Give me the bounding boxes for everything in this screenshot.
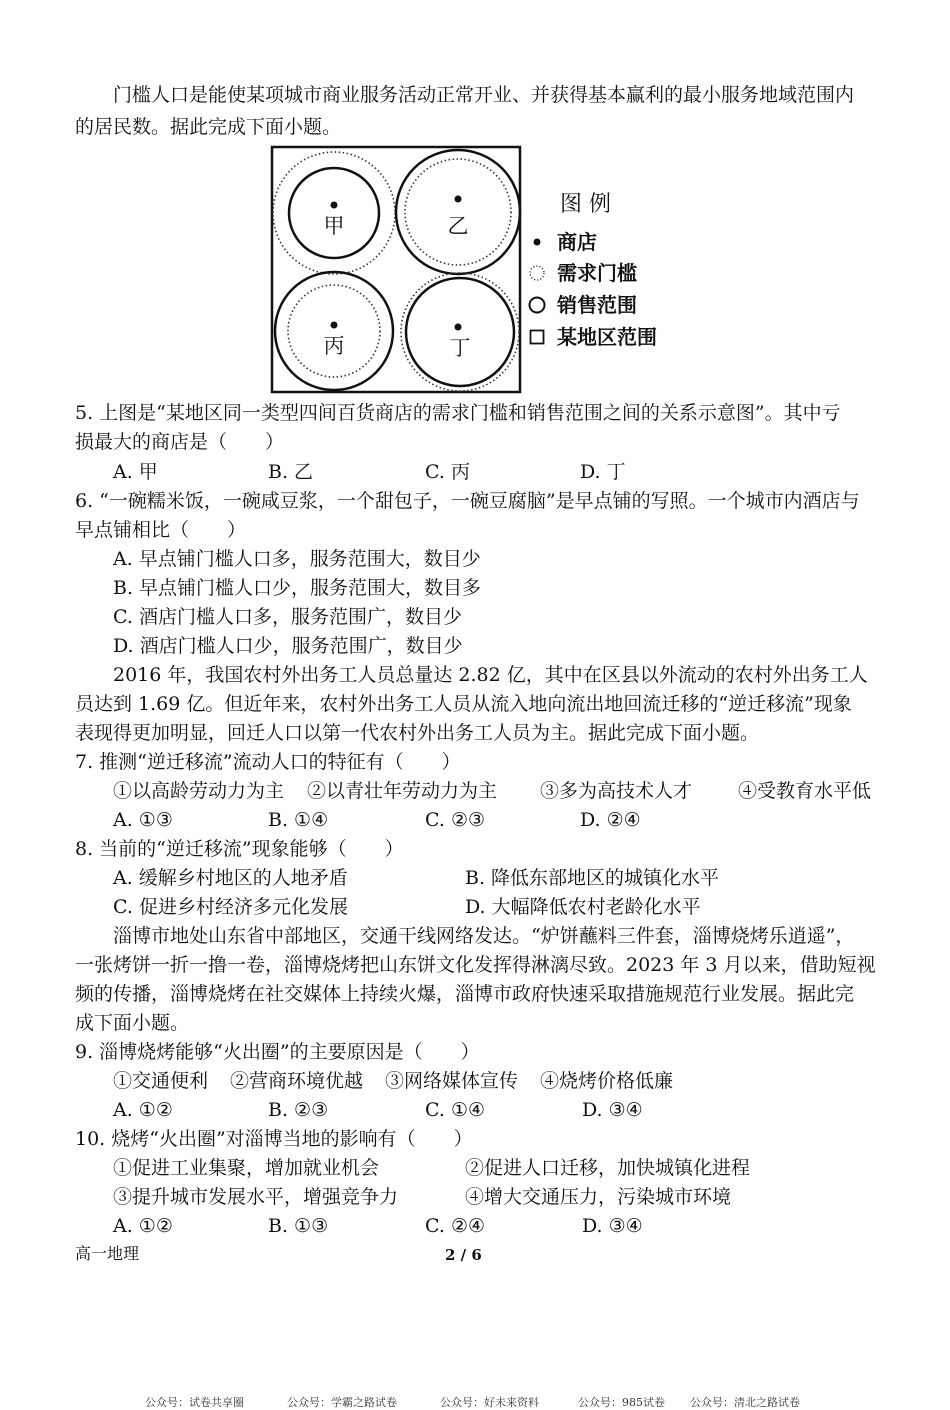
jia-store-dot [331, 202, 338, 209]
footer-subject: 高一地理 [75, 1244, 140, 1263]
q9-statement-2: ②营商环境优越 [230, 1070, 364, 1092]
q6-option-d: D. 酒店门槛人口少，服务范围广，数目少 [113, 635, 463, 657]
q5-stem-line-1: 5. 上图是“某地区同一类型四间百货商店的需求门槛和销售范围之间的关系示意图”。其中亏 [75, 402, 841, 424]
q5-option-d: D. 丁 [580, 461, 626, 483]
yi-store-dot [455, 196, 462, 203]
q9-statement-4: ④烧烤价格低廉 [540, 1070, 674, 1092]
q10-statement-4: ④增大交通压力，污染城市环境 [465, 1186, 732, 1208]
q10-statement-1: ①促进工业集聚，增加就业机会 [113, 1157, 380, 1179]
yi-demand-threshold [405, 159, 511, 265]
q9-statement-1: ①交通便利 [113, 1070, 209, 1092]
passage3-line-3: 频的传播，淄博烧烤在社交媒体上持续火爆，淄博市政府快速采取措施规范行业发展。据此完 [75, 983, 855, 1005]
q9-statement-3: ③网络媒体宣传 [385, 1070, 519, 1092]
passage3-line-4: 成下面小题。 [75, 1012, 190, 1034]
passage3-line-1: 淄博市地处山东省中部地区，交通干线网络发达。“炉饼蘸料三件套，淄博烧烤乐逍遥”， [113, 925, 855, 947]
q8-option-c: C. 促进乡村经济多元化发展 [113, 896, 348, 918]
q10-option-b: B. ①③ [268, 1215, 329, 1237]
passage3-line-2: 一张烤饼一折一撸一卷，淄博烧烤把山东饼文化发挥得淋漓尽致。2023 年 3 月以来，借助短视 [75, 954, 876, 976]
passage1-line-1: 门槛人口是能使某项城市商业服务活动正常开业、并获得基本赢利的最小服务地域范围内 [113, 84, 855, 106]
ding-demand-threshold [401, 273, 519, 391]
watermark-2: 公众号：学霸之路试卷 [287, 1396, 397, 1409]
threshold-diagram [262, 140, 712, 402]
watermark-1: 公众号：试卷共享圈 [145, 1396, 244, 1409]
watermark-4: 公众号：985试卷 [578, 1396, 665, 1409]
q6-option-b: B. 早点铺门槛人口少，服务范围大，数目多 [113, 577, 482, 599]
legend-title: 图 例 [560, 192, 611, 217]
yi-sales-range [396, 150, 520, 274]
legend-sales-label: 销售范围 [557, 293, 637, 317]
q5-stem-line-2: 损最大的商店是（ ） [75, 431, 285, 453]
legend-sales-icon [530, 298, 545, 313]
passage2-line-3: 表现得更加明显，回迁人口以第一代农村外出务工人员为主。据此完成下面小题。 [75, 722, 760, 744]
watermark-3: 公众号：好未来资料 [440, 1396, 539, 1409]
q8-option-a: A. 缓解乡村地区的人地矛盾 [113, 867, 348, 889]
bing-store-dot [331, 322, 338, 329]
ding-store-dot [455, 324, 462, 331]
q8-option-b: B. 降低东部地区的城镇化水平 [465, 867, 720, 889]
jia-label: 甲 [323, 214, 345, 238]
q8-option-d: D. 大幅降低农村老龄化水平 [465, 896, 701, 918]
q7-statement-1: ①以高龄劳动力为主 [113, 780, 285, 802]
q9-stem: 9. 淄博烧烤能够“火出圈”的主要原因是（ ） [75, 1041, 480, 1063]
bing-demand-threshold [288, 285, 380, 377]
q5-option-a: A. 甲 [113, 461, 158, 483]
ding-sales-range [406, 278, 514, 386]
passage2-line-2: 员达到 1.69 亿。但近年来，农村外出务工人员从流入地向流出地回流迁移的“逆迁移流”现象 [75, 693, 852, 715]
q10-stem: 10. 烧烤“火出圈”对淄博当地的影响有（ ） [75, 1128, 473, 1150]
legend-region-label: 某地区范围 [557, 325, 657, 349]
q9-option-a: A. ①② [113, 1099, 173, 1121]
passage2-line-1: 2016 年，我国农村外出务工人员总量达 2.82 亿，其中在区县以外流动的农村外出务工人 [113, 664, 868, 686]
q7-statement-3: ③多为高技术人才 [540, 780, 693, 802]
q10-statement-2: ②促进人口迁移，加快城镇化进程 [465, 1157, 751, 1179]
jia-demand-threshold [273, 152, 395, 274]
q7-option-b: B. ①④ [268, 809, 329, 831]
q5-option-b: B. 乙 [268, 461, 314, 483]
q7-statement-4: ④受教育水平低 [738, 780, 872, 802]
q7-option-a: A. ①③ [113, 809, 173, 831]
legend-threshold-label: 需求门槛 [557, 261, 637, 285]
q5-option-c: C. 丙 [425, 461, 470, 483]
q7-stem: 7. 推测“逆迁移流”流动人口的特征有（ ） [75, 751, 461, 773]
q7-option-d: D. ②④ [580, 809, 641, 831]
q9-option-b: B. ②③ [268, 1099, 329, 1121]
q10-option-c: C. ②④ [425, 1215, 486, 1237]
bing-sales-range [275, 272, 393, 390]
watermark-5: 公众号：清北之路试卷 [690, 1396, 800, 1409]
q10-option-d: D. ③④ [582, 1215, 643, 1237]
q6-option-a: A. 早点铺门槛人口多，服务范围大，数目少 [113, 548, 481, 570]
page-number: 2 / 6 [445, 1246, 482, 1264]
q6-stem-line-1: 6. “一碗糯米饭，一碗咸豆浆，一个甜包子，一碗豆腐脑”是早点铺的写照。一个城市内酒店与 [75, 490, 860, 512]
q7-option-c: C. ②③ [425, 809, 486, 831]
passage1-line-2: 的居民数。据此完成下面小题。 [75, 116, 342, 138]
jia-sales-range [289, 168, 379, 258]
q6-stem-line-2: 早点铺相比（ ） [75, 519, 247, 541]
ding-label: 丁 [449, 336, 471, 360]
q7-statement-2: ②以青壮年劳动力为主 [307, 780, 498, 802]
legend-store-icon [534, 239, 541, 246]
q8-stem: 8. 当前的“逆迁移流”现象能够（ ） [75, 838, 404, 860]
q9-option-c: C. ①④ [425, 1099, 486, 1121]
q10-statement-3: ③提升城市发展水平，增强竞争力 [113, 1186, 399, 1208]
q9-option-d: D. ③④ [582, 1099, 643, 1121]
q10-option-a: A. ①② [113, 1215, 173, 1237]
q6-option-c: C. 酒店门槛人口多，服务范围广，数目少 [113, 606, 462, 628]
legend-store-label: 商店 [557, 230, 597, 254]
legend-threshold-icon [530, 266, 544, 280]
yi-label: 乙 [447, 214, 469, 238]
bing-label: 丙 [323, 334, 345, 358]
legend-region-icon [531, 331, 544, 344]
